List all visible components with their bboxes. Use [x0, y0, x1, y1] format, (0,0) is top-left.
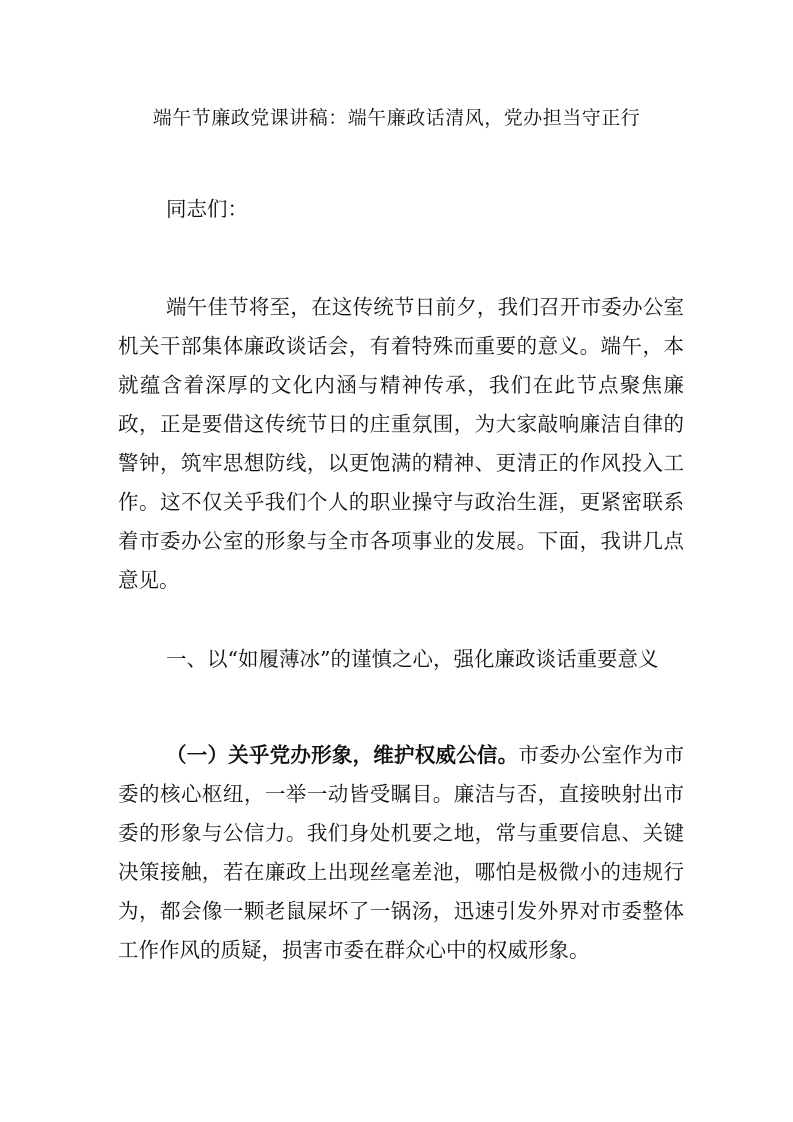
document-title: 端午节廉政党课讲稿：端午廉政话清风，党办担当守正行 — [152, 107, 641, 129]
section-1-body: 市委办公室作为市委的核心枢纽，一举一动皆受瞩目。廉洁与否，直接映射出市委的形象与公信力。我们身处机要之地，常与重要信息、关键决策接触，若在廉政上出现丝毫差池，哪怕是极微小的违规行为，都会像一颗老鼠屎坏了一锅汤，迅速引发外界对市委整体工作作风的质疑，损害市委在群众心中的权威形象。 — [118, 743, 685, 962]
intro-paragraph: 端午佳节将至，在这传统节日前夕，我们召开市委办公室机关干部集体廉政谈话会，有着特殊而重要的意义。端午，本就蕴含着深厚的文化内涵与精神传承，我们在此节点聚焦廉政，正是要借这传统节日的庄重氛围，为大家敲响廉洁自律的警钟，筑牢思想防线，以更饱满的精神、更清正的作风投入工作。这不仅关乎我们个人的职业操守与政治生涯，更紧密联系着市委办公室的形象与全市各项事业的发展。下面，我讲几点意见。 — [118, 295, 684, 592]
section-heading-1: 一、以“如履薄冰”的谨慎之心，强化廉政谈话重要意义 — [166, 647, 659, 671]
greeting-paragraph: 同志们： — [166, 197, 248, 221]
section-1-lead: （一）关乎党办形象，维护权威公信。 — [166, 743, 519, 767]
section-1-paragraph — [118, 736, 684, 970]
